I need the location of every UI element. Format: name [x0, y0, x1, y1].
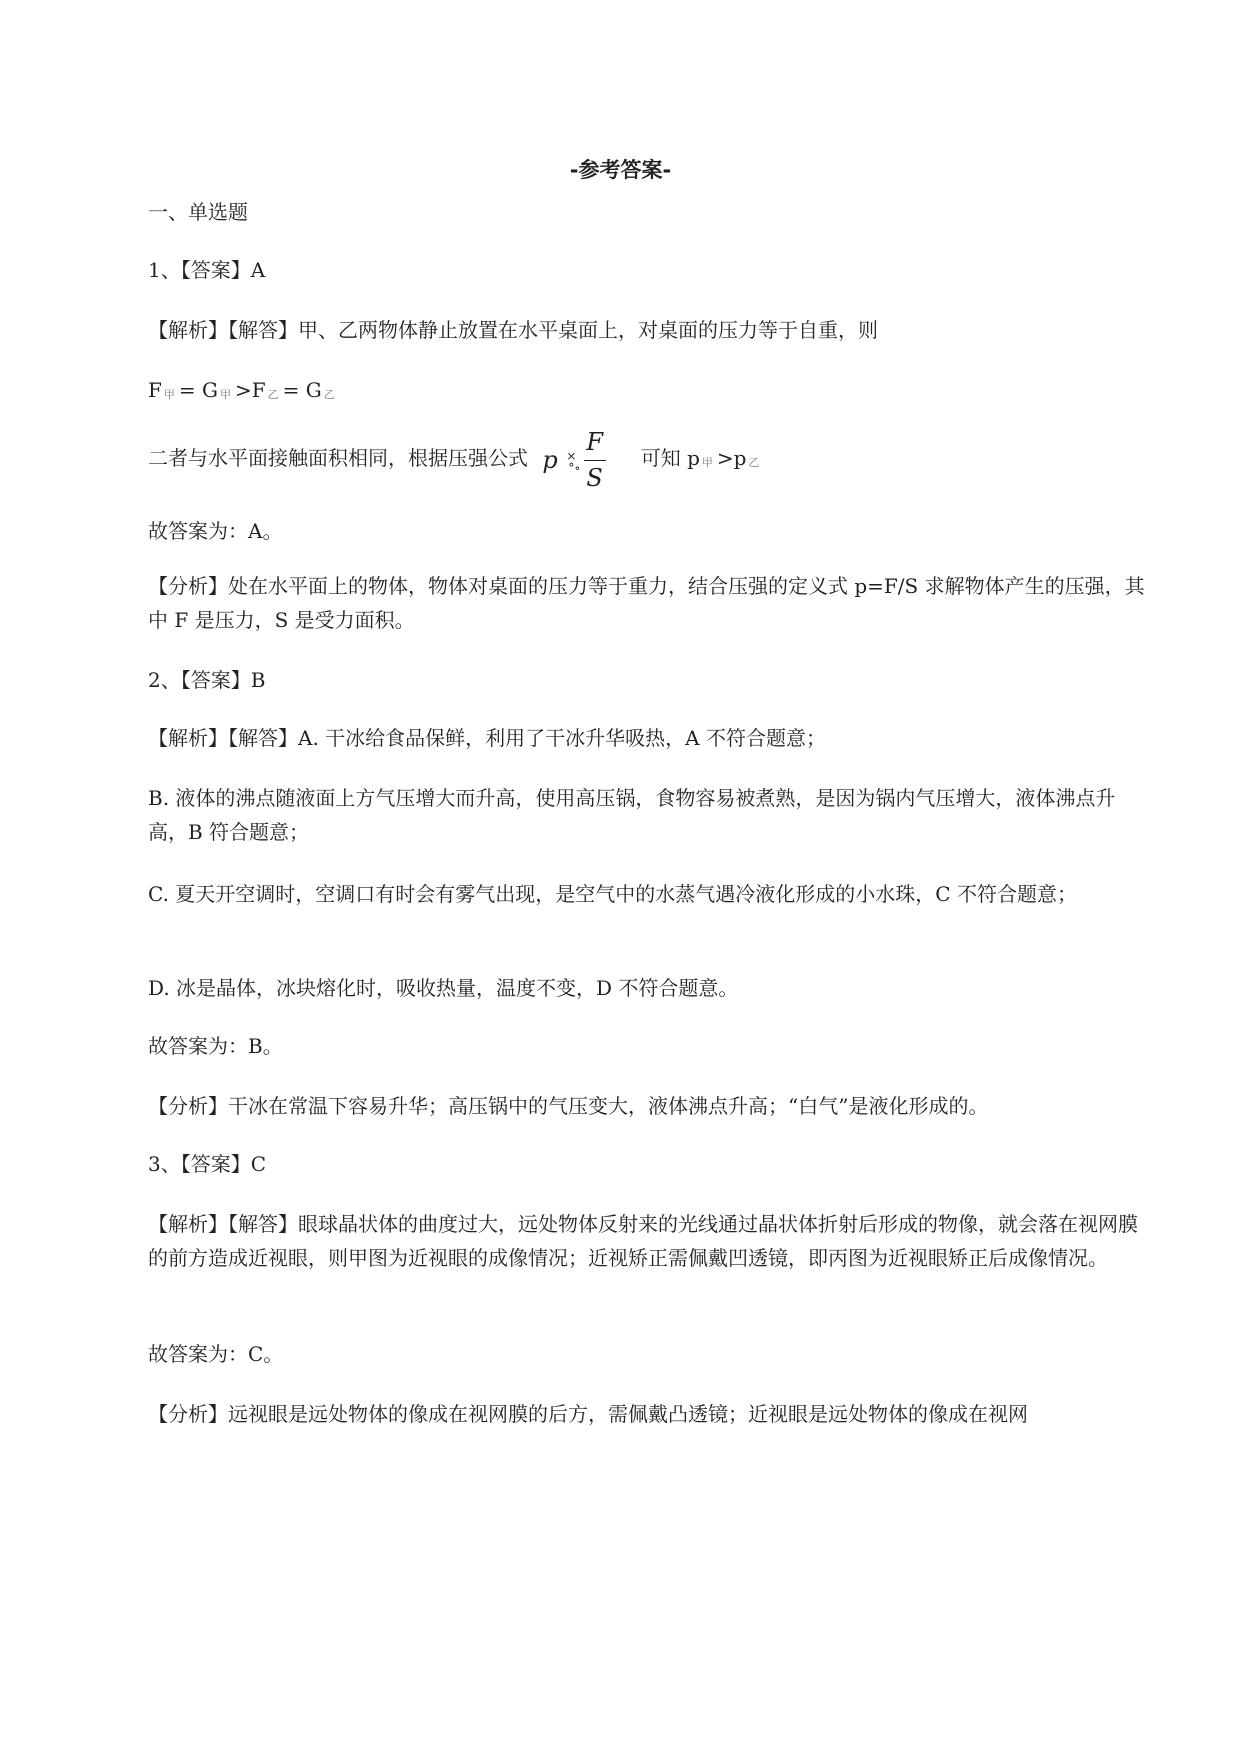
- eq-gt: >F: [234, 378, 266, 402]
- q1-fenxi: 【分析】处在水平面上的物体，物体对桌面的压力等于重力，结合压强的定义式 p=F/S 求解物体产生的压强，其中 F 是压力，S 是受力面积。: [148, 574, 1145, 632]
- q1-answer: 1、【答案】A: [148, 258, 266, 282]
- result-sub-yi: 乙: [748, 456, 760, 469]
- eq-sub-jia-2: 甲: [219, 388, 231, 401]
- q3-answer: 3、【答案】C: [148, 1152, 267, 1176]
- q1-formula-result: 可知 p: [640, 446, 700, 470]
- eq-f: F: [148, 378, 162, 402]
- q3-fenxi: 【分析】远视眼是远处物体的像成在视网膜的后方，需佩戴凸透镜；近视眼是远处物体的像成在视网: [148, 1402, 1028, 1426]
- q2-option-b: B. 液体的沸点随液面上方气压增大而升高，使用高压锅，食物容易被煮熟，是因为锅内气压增大，液体沸点升高，B 符合题意；: [148, 786, 1116, 844]
- eq-eq2: = G: [282, 378, 322, 402]
- formula-artifact-x: ×: [566, 448, 577, 463]
- q2-answer: 2、【答案】B: [148, 668, 266, 692]
- pressure-formula: [534, 427, 634, 492]
- q1-analysis: 【解析】【解答】甲、乙两物体静止放置在水平桌面上，对桌面的压力等于自重，则: [148, 318, 878, 342]
- q2-analysis: 【解析】【解答】A. 干冰给食品保鲜，利用了干冰升华吸热，A 不符合题意；: [148, 726, 826, 750]
- result-gt: >p: [716, 446, 747, 470]
- q2-conclusion: 故答案为：B。: [148, 1034, 283, 1058]
- formula-numerator: F: [586, 427, 604, 456]
- formula-denominator: S: [586, 463, 603, 492]
- q2-option-c: C. 夏天开空调时，空调口有时会有雾气出现，是空气中的水蒸气遇冷液化形成的小水珠，C 不符合题意；: [148, 882, 1077, 906]
- page-title: -参考答案-: [569, 158, 672, 182]
- q1-formula-line: [148, 427, 1146, 492]
- eq-eq1: = G: [178, 378, 218, 402]
- q2-fenxi: 【分析】干冰在常温下容易升华；高压锅中的气压变大，液体沸点升高；“白气”是液化形成的。: [148, 1094, 989, 1118]
- formula-artifact-o: °∘: [568, 460, 581, 475]
- result-sub-jia: 甲: [701, 456, 713, 469]
- eq-sub-yi-2: 乙: [323, 388, 335, 401]
- formula-p: p: [542, 445, 558, 474]
- eq-sub-yi: 乙: [267, 388, 279, 401]
- section-heading: 一、单选题: [148, 200, 248, 224]
- q1-formula-intro: 二者与水平面接触面积相同，根据压强公式: [148, 446, 528, 470]
- eq-sub-jia: 甲: [163, 388, 175, 401]
- q3-analysis: 【解析】【解答】眼球晶状体的曲度过大，远处物体反射来的光线通过晶状体折射后形成的物像，就会落在视网膜的前方造成近视眼，则甲图为近视眼的成像情况；近视矫正需佩戴凹透镜，即丙图为近视眼矫正后成像情况。: [148, 1212, 1138, 1270]
- q3-conclusion: 故答案为：C。: [148, 1342, 284, 1366]
- q2-option-d: D. 冰是晶体，冰块熔化时，吸收热量，温度不变，D 不符合题意。: [148, 976, 739, 1000]
- q1-equation: [148, 373, 1146, 412]
- q1-conclusion: 故答案为：A。: [148, 519, 283, 543]
